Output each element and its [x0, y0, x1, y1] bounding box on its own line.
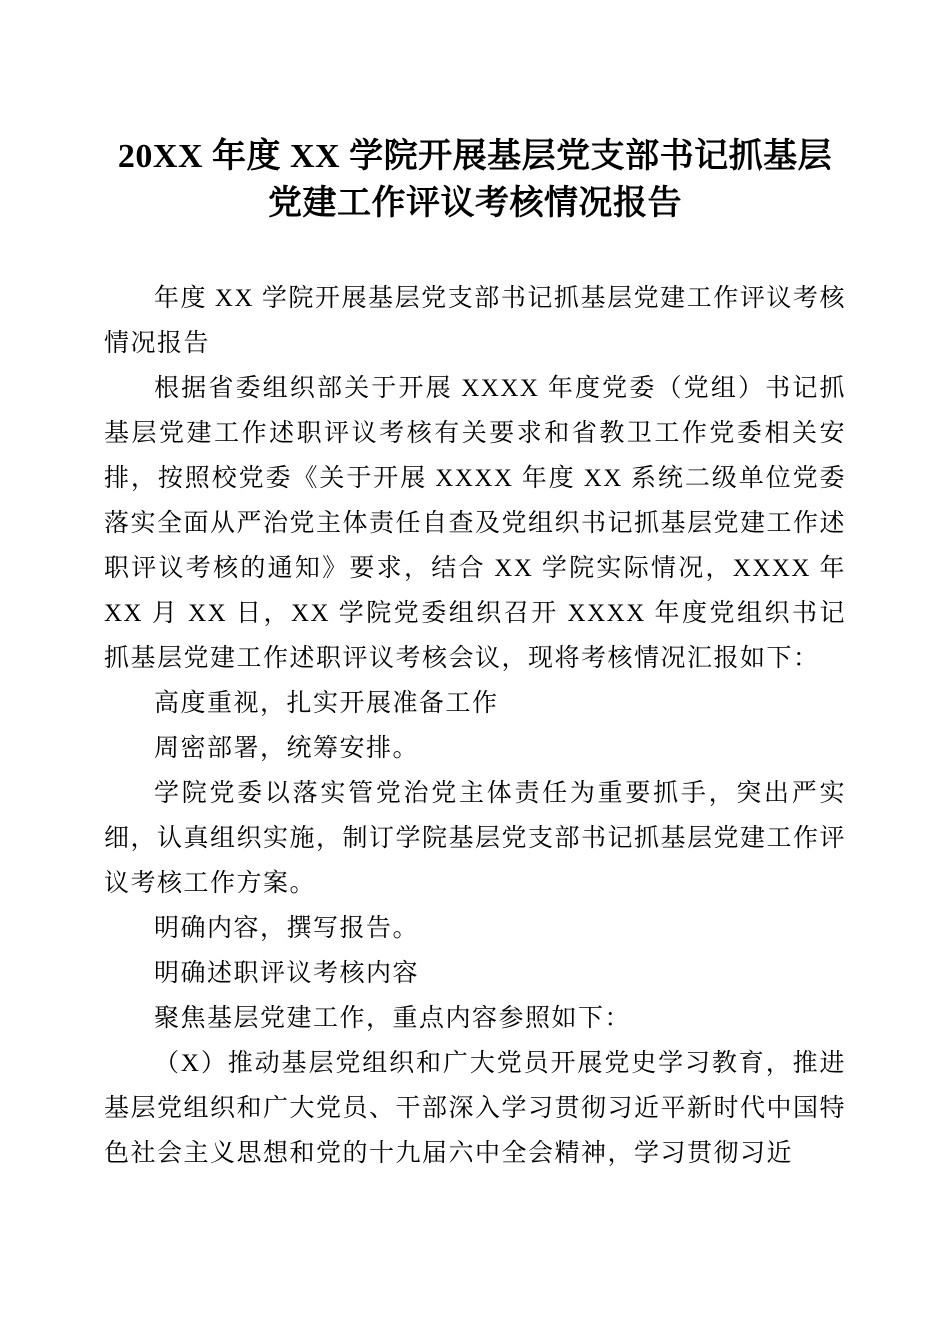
paragraph-subheading-2: 明确内容，撰写报告。: [154, 915, 420, 942]
paragraph-subtitle: 年度 XX 学院开展基层党支部书记抓基层党建工作评议考核情况报告: [104, 285, 846, 357]
paragraph-body-3-truncated: （X）推动基层党组织和广大党员开展党史学习教育，推进基层党组织和广大党员、干部深入学习贯彻习近平新时代中国特色社会主义思想和党的十九届六中全会精神，学习贯彻习近: [104, 1050, 847, 1167]
paragraph-body-1: 学院党委以落实管党治党主体责任为重要抓手，突出严实细，认真组织实施，制订学院基层党支部书记抓基层党建工作评议考核工作方案。: [104, 780, 847, 897]
paragraph-section-heading-1: 高度重视，扎实开展准备工作: [154, 690, 499, 717]
document-body: [104, 276, 846, 1176]
paragraph-subheading-1: 周密部署，统筹安排。: [154, 735, 420, 762]
paragraph-intro: 根据省委组织部关于开展 XXXX 年度党委（党组）书记抓基层党建工作述职评议考核有关要求和省教卫工作党委相关安排，按照校党委《关于开展 XXXX 年度 XX 系统二级单位党委落实全面从严治党主体责任自查及党组织书记抓基层党建工作述职评议考核的通知》要求，结合 XX 学院实际情况，XXXX 年 XX 月 XX 日，XX 学院党委组织召开 XXXX 年度党组织书记抓基层党建工作述职评议考核会议，现将考核情况汇报如下：: [104, 375, 847, 672]
document-title: 20XX 年度 XX 学院开展基层党支部书记抓基层党建工作评议考核情况报告: [117, 138, 833, 222]
paragraph-subheading-3: 明确述职评议考核内容: [154, 960, 420, 987]
paragraph-body-2: 聚焦基层党建工作，重点内容参照如下：: [154, 1005, 632, 1032]
